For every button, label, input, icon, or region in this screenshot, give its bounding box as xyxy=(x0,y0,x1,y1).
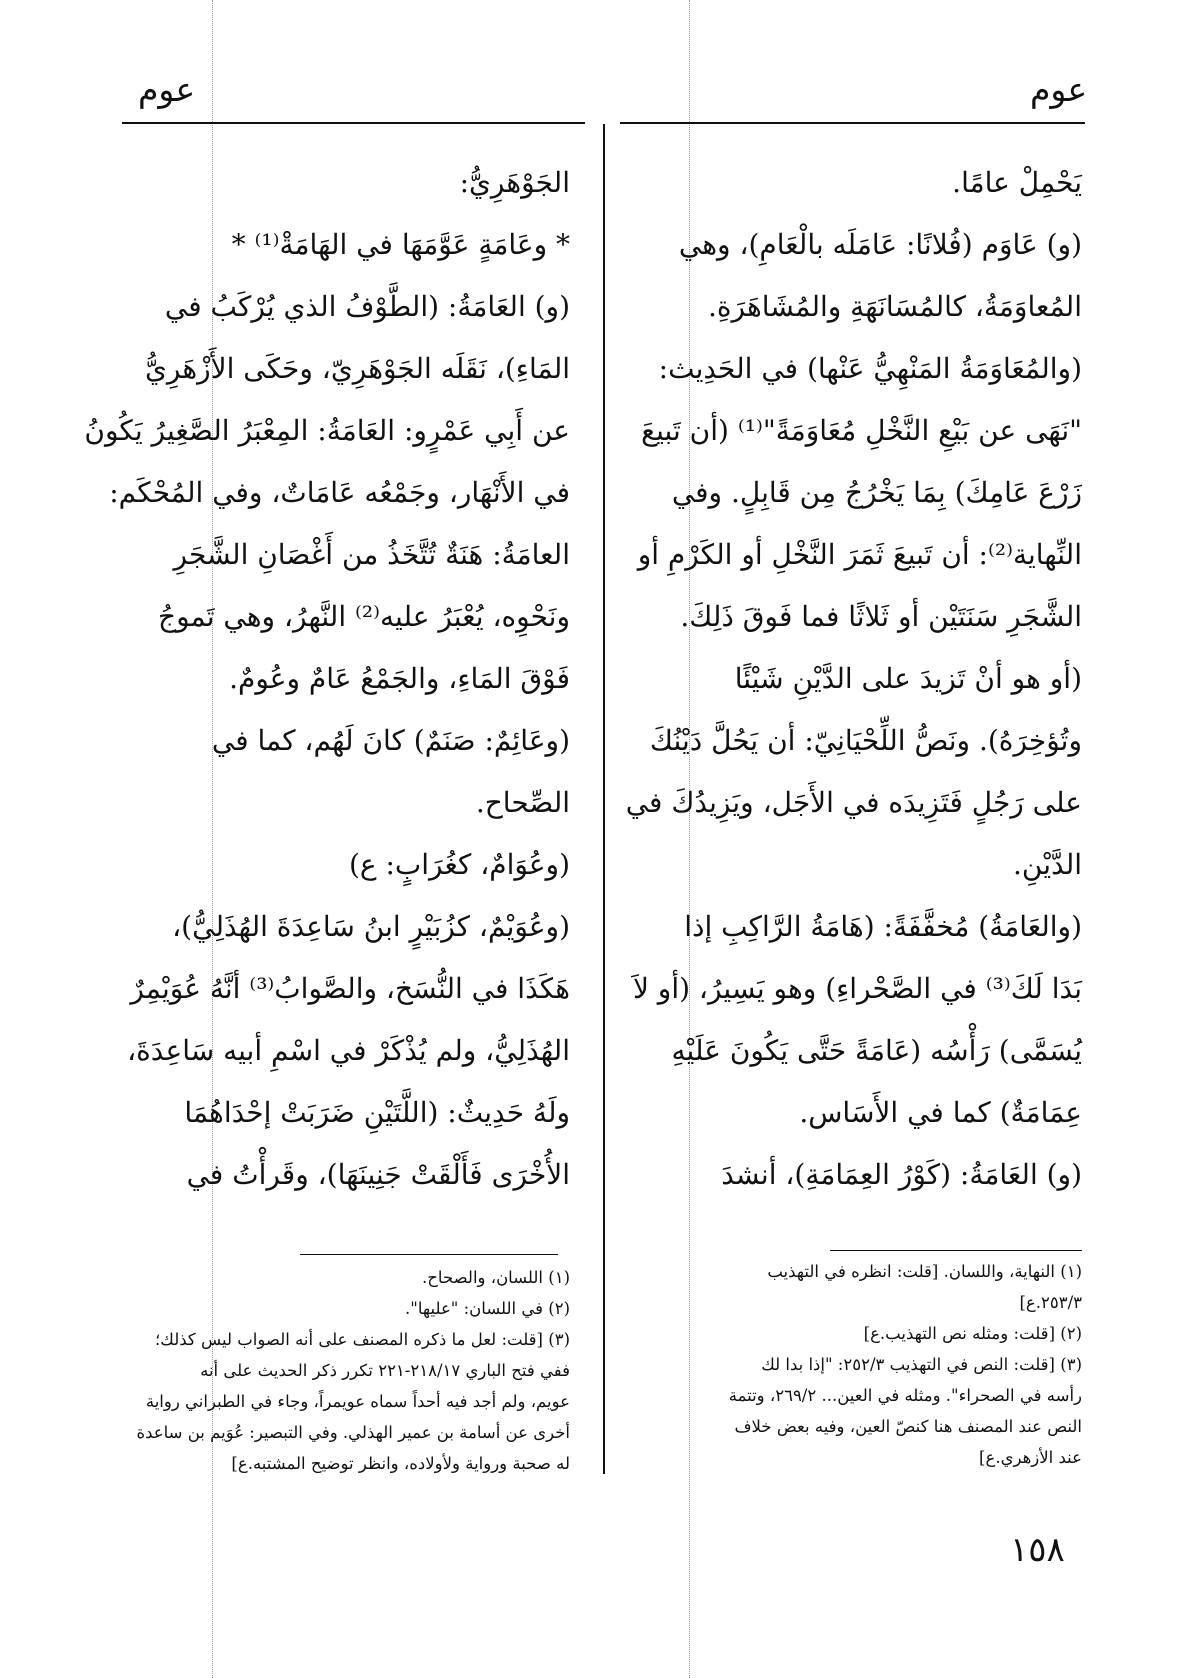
text-line: * وعَامَةٍ عَوَّمَهَا في الهَامَةْ⁽¹⁾ * xyxy=(231,228,570,261)
left-column-text xyxy=(84,152,570,1206)
running-head-left: عوم xyxy=(138,70,196,109)
running-head-right: عوم xyxy=(1030,70,1088,109)
text-line: ونَحْوِه، يُعْبَرُ عليه⁽²⁾ النَّهرُ، وهي تَموجُ xyxy=(158,600,570,633)
text-line: يُسَمَّى) رَأْسُه (عَامَةً حَتَّى يَكُونَ عَلَيْهِ xyxy=(671,1034,1082,1067)
footnote-line: له صحبة ورواية ولأولاده، وانظر توضيح المشتبه.ع] xyxy=(231,1454,570,1473)
text-line: ولَهُ حَدِيثٌ: (اللَّتَيْنِ ضَرَبَتْ إحْدَاهُمَا xyxy=(184,1096,570,1129)
text-line: المُعاوَمَةُ، كالمُسَانَهَةِ والمُشَاهَرَةِ. xyxy=(707,290,1082,323)
text-line: الشَّجَرِ سَنَتَيْن أو ثَلاثًا فما فَوقَ ذَلِكَ. xyxy=(680,600,1082,633)
footnote-line: عويم، ولم أجد فيه أحداً سماه عويمراً، وجاء في الطبراني رواية xyxy=(145,1392,570,1411)
text-line: (و) العَامَةُ: (الطَّوْفُ الذي يُرْكَبُ في xyxy=(164,290,570,323)
text-line: النِّهاية⁽²⁾: أن تَبيعَ ثَمَرَ النَّخْلِ أو الكَرْمِ أو xyxy=(637,538,1082,571)
text-line: الدَّيْنِ. xyxy=(1012,848,1082,881)
text-line: (أو هو أنْ تَزيدَ على الدَّيْنِ شَيْئًا xyxy=(734,662,1082,695)
right-column-text xyxy=(625,152,1082,1206)
footnote-line: عند الأزهري.ع] xyxy=(979,1448,1082,1467)
text-line: الهُذَلِيُّ، ولم يُذْكَرْ في اسْمِ أبيه سَاعِدَةَ، xyxy=(127,1034,570,1067)
text-line: (و) العَامَةُ: (كَوْرُ العِمَامَةِ)، أنشدَ xyxy=(721,1158,1082,1191)
right-footnotes xyxy=(652,1256,1082,1473)
text-line: الصِّحاح. xyxy=(475,786,570,819)
text-line: زَرْعَ عَامِكَ) بِمَا يَخْرُجُ مِن قَابِلٍ. وفي xyxy=(671,476,1082,509)
text-line: (والمُعَاوَمَةُ المَنْهِيُّ عَنْها) في الحَدِيث: xyxy=(658,352,1082,385)
text-line: هَكَذَا في النُّسَخ، والصَّوابُ⁽³⁾ أنَّهُ عُوَيْمِرٌ xyxy=(130,972,570,1005)
text-line: الأُخْرَى فَأَلْقَتْ جَنِينَهَا)، وقَرأْتُ في xyxy=(186,1158,570,1191)
text-line: عن أَبِي عَمْرٍو: العَامَةُ: المِعْبَرُ الصَّغِيرُ يَكُونُ xyxy=(84,414,570,447)
footnote-rule-left xyxy=(300,1254,558,1255)
footnote-line: (١) اللسان، والصحاح. xyxy=(422,1268,570,1287)
footnote-line: (٢) [قلت: ومثله نص التهذيب.ع] xyxy=(863,1324,1082,1343)
text-line: يَحْمِلْ عامًا. xyxy=(952,166,1082,199)
text-line: (والعَامَةُ) مُخفَّفَةً: (هَامَةُ الرَّاكِبِ إذا xyxy=(684,910,1082,943)
footnote-line: (٢) في اللسان: "عليها". xyxy=(405,1299,570,1318)
header-rule-left xyxy=(122,122,585,124)
text-line: الجَوْهَرِيُّ: xyxy=(459,166,570,199)
footnote-line: (١) النهاية، واللسان. [قلت: انظره في التهذيب xyxy=(767,1262,1082,1281)
text-line: (و) عَاوَم (فُلانًا: عَامَلَه بالْعَامِ)، وهي xyxy=(678,228,1082,261)
text-line: بَدَا لَكَ⁽³⁾ في الصَّحْراءِ) وهو يَسِيرُ، (أو لاَ xyxy=(632,972,1082,1005)
text-line: على رَجُلٍ فَتَزِيدَه في الأَجَل، ويَزِيدُكَ في xyxy=(625,786,1082,819)
footnote-rule-right xyxy=(830,1250,1082,1251)
page-number: ١٥٨ xyxy=(1010,1530,1065,1570)
header-rule-right xyxy=(620,122,1085,124)
text-line: وتُؤخِرَهُ). ونَصُّ اللِّحْيَانِيّ: أن يَحُلَّ دَيْنُكَ xyxy=(649,724,1082,757)
text-line: (وعَائِمٌ: صَنَمٌ) كانَ لَهُم، كما في xyxy=(211,724,570,757)
text-line: (وعُوَامٌ، كغُرَابٍ: ع) xyxy=(348,848,570,881)
left-footnotes xyxy=(122,1262,570,1479)
text-line: في الأَنْهَار، وجَمْعُه عَامَاتٌ، وفي المُحْكَم: xyxy=(109,476,570,509)
footnote-line: (٣) [قلت: النص في التهذيب ٢٥٢/٣: "إذا بدا لك xyxy=(761,1355,1082,1374)
footnote-line: رأسه في الصحراء". ومثله في العين... ٢٦٩/٢، وتتمة xyxy=(728,1386,1082,1405)
footnote-line: ففي فتح الباري ٢١٨/١٧-٢٢١ تكرر ذكر الحديث على أنه xyxy=(200,1361,570,1380)
text-line: فَوْقَ المَاءِ، والجَمْعُ عَامٌ وعُومٌ. xyxy=(229,662,570,695)
text-line: العامَةُ: هَنَةٌ تُتَّخَذُ من أَغْصَانِ الشَّجَرِ xyxy=(173,538,570,571)
text-line: (وعُوَيْمٌ، كزُبَيْرٍ ابنُ سَاعِدَةَ الهُذَلِيُّ)، xyxy=(172,910,570,943)
footnote-line: ٢٥٣/٣.ع] xyxy=(1019,1293,1082,1312)
footnote-line: أخرى عن أسامة بن عمير الهذلي. وفي التبصير: عُوَيم بن ساعدة xyxy=(136,1423,570,1442)
text-line: "نَهَى عن بَيْعِ النَّخْلِ مُعَاوَمَةً"⁽¹⁾ (أن تَبيعَ xyxy=(641,414,1082,447)
text-line: المَاءِ)، نَقَلَه الجَوْهَرِيّ، وحَكَى الأَزْهَرِيُّ xyxy=(144,352,570,385)
footnote-line: (٣) [قلت: لعل ما ذكره المصنف على أنه الصواب ليس كذلك؛ xyxy=(155,1330,570,1349)
text-line: عِمَامَةٌ) كما في الأَسَاس. xyxy=(799,1096,1082,1129)
column-divider xyxy=(603,124,605,1474)
footnote-line: النص عند المصنف هنا كنصّ العين، وفيه بعض خلاف xyxy=(734,1417,1082,1436)
